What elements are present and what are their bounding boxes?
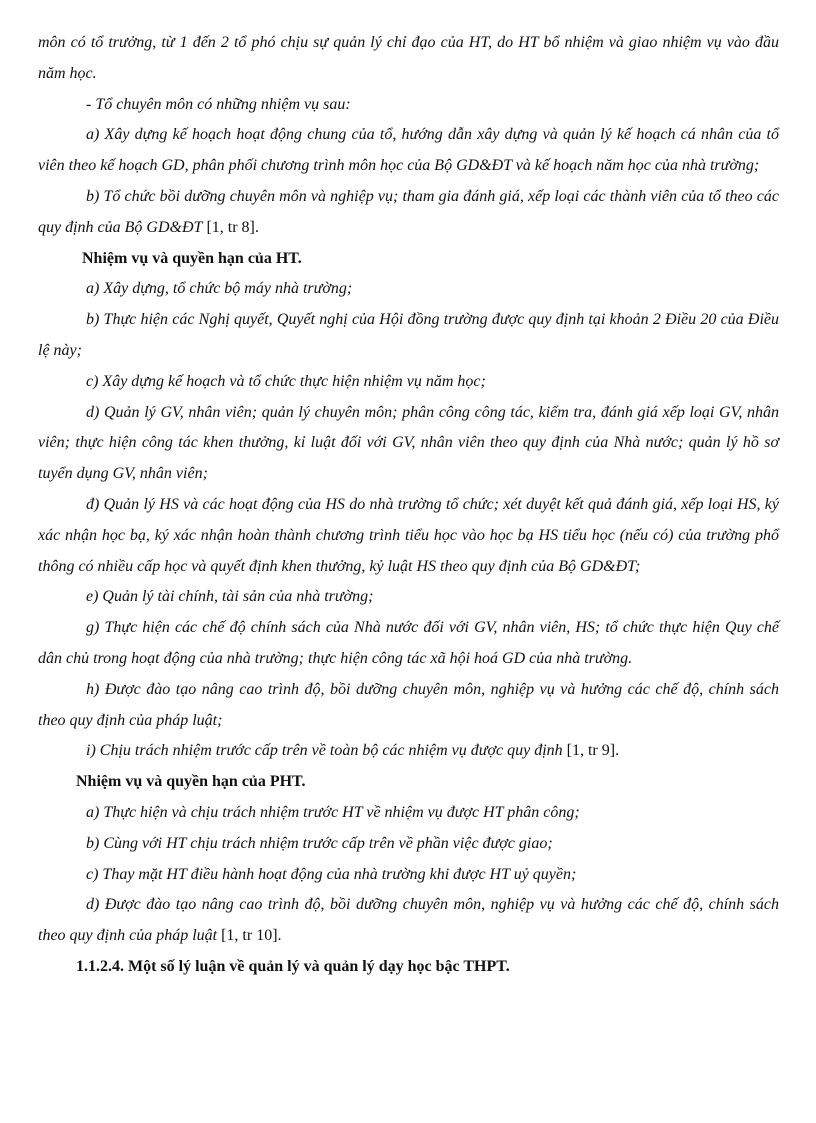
to-chuyen-mon-item-b xyxy=(38,182,779,244)
ht-heading: Nhiệm vụ và quyền hạn của HT. xyxy=(82,249,302,267)
citation: [1, tr 8]. xyxy=(202,218,259,236)
citation: [1, tr 10]. xyxy=(217,927,282,945)
pht-item-a: a) Thực hiện và chịu trách nhiệm trước HT về nhiệm vụ được HT phân công; xyxy=(86,803,580,821)
ht-item-i xyxy=(38,736,779,767)
pht-heading: Nhiệm vụ và quyền hạn của PHT. xyxy=(76,773,306,791)
item-i-text: i) Chịu trách nhiệm trước cấp trên về toàn bộ các nhiệm vụ được quy định xyxy=(86,742,563,760)
citation: [1, tr 9]. xyxy=(562,742,620,760)
to-chuyen-mon-lead: - Tổ chuyên môn có những nhiệm vụ sau: xyxy=(86,95,351,113)
pht-item-d xyxy=(38,890,779,952)
pht-item-c: c) Thay mặt HT điều hành hoạt động của nhà trường khi được HT uỷ quyền; xyxy=(86,865,577,883)
item-d-text: d) Được đào tạo nâng cao trình độ, bồi dưỡng chuyên môn, nghiệp vụ và hưởng các chế độ, chính sách theo quy định của pháp luật xyxy=(38,896,779,945)
intro-paragraph: môn có tổ trưởng, từ 1 đến 2 tổ phó chịu sự quản lý chỉ đạo của HT, do HT bổ nhiệm và giao nhiệm vụ vào đầu năm học. xyxy=(38,34,779,82)
ht-item-b: b) Thực hiện các Nghị quyết, Quyết nghị của Hội đồng trường được quy định tại khoản 2 Điều 20 của Điều lệ này; xyxy=(38,311,779,359)
document-page xyxy=(38,28,779,983)
ht-item-g: g) Thực hiện các chế độ chính sách của Nhà nước đối với GV, nhân viên, HS; tổ chức thực hiện Quy chế dân chủ trong hoạt động của nhà trường; thực hiện công tác xã hội hoá GD của nhà trường. xyxy=(38,619,779,667)
pht-item-b: b) Cùng với HT chịu trách nhiệm trước cấp trên về phần việc được giao; xyxy=(86,834,553,852)
item-b-text: b) Tổ chức bồi dưỡng chuyên môn và nghiệp vụ; tham gia đánh giá, xếp loại các thành viên của tổ theo các quy định của Bộ GD&ĐT xyxy=(38,187,779,236)
ht-item-d: d) Quản lý GV, nhân viên; quản lý chuyên môn; phân công công tác, kiểm tra, đánh giá xếp loại GV, nhân viên; thực hiện công tác khen thưởng, kỉ luật đối với GV, nhân viên theo quy định của Nhà nước; quản lý hồ sơ tuyển dụng GV, nhân viên; xyxy=(38,403,779,483)
section-heading: 1.1.2.4. Một số lý luận về quản lý và quản lý dạy học bậc THPT. xyxy=(76,957,510,975)
ht-item-a: a) Xây dựng, tổ chức bộ máy nhà trường; xyxy=(86,280,353,298)
to-chuyen-mon-item-a: a) Xây dựng kế hoạch hoạt động chung của tổ, hướng dẫn xây dựng và quản lý kế hoạch cá nhân của tổ viên theo kế hoạch GD, phân phối chương trình môn học của Bộ GD&ĐT và kế hoạch năm học của nhà trường; xyxy=(38,126,779,175)
ht-item-dd: đ) Quản lý HS và các hoạt động của HS do nhà trường tổ chức; xét duyệt kết quả đánh giá, xếp loại HS, ký xác nhận học bạ, ký xác nhận hoàn thành chương trình tiểu học vào học bạ HS tiểu học (nếu có) của trường phổ thông có nhiều cấp học và quyết định khen thưởng, kỷ luật HS theo quy định của Bộ GD&ĐT; xyxy=(38,495,779,575)
ht-item-e: e) Quản lý tài chính, tài sản của nhà trường; xyxy=(86,588,374,606)
ht-item-h: h) Được đào tạo nâng cao trình độ, bồi dưỡng chuyên môn, nghiệp vụ và hưởng các chế độ, chính sách theo quy định của pháp luật; xyxy=(38,680,779,729)
ht-item-c: c) Xây dựng kế hoạch và tổ chức thực hiện nhiệm vụ năm học; xyxy=(86,372,486,390)
